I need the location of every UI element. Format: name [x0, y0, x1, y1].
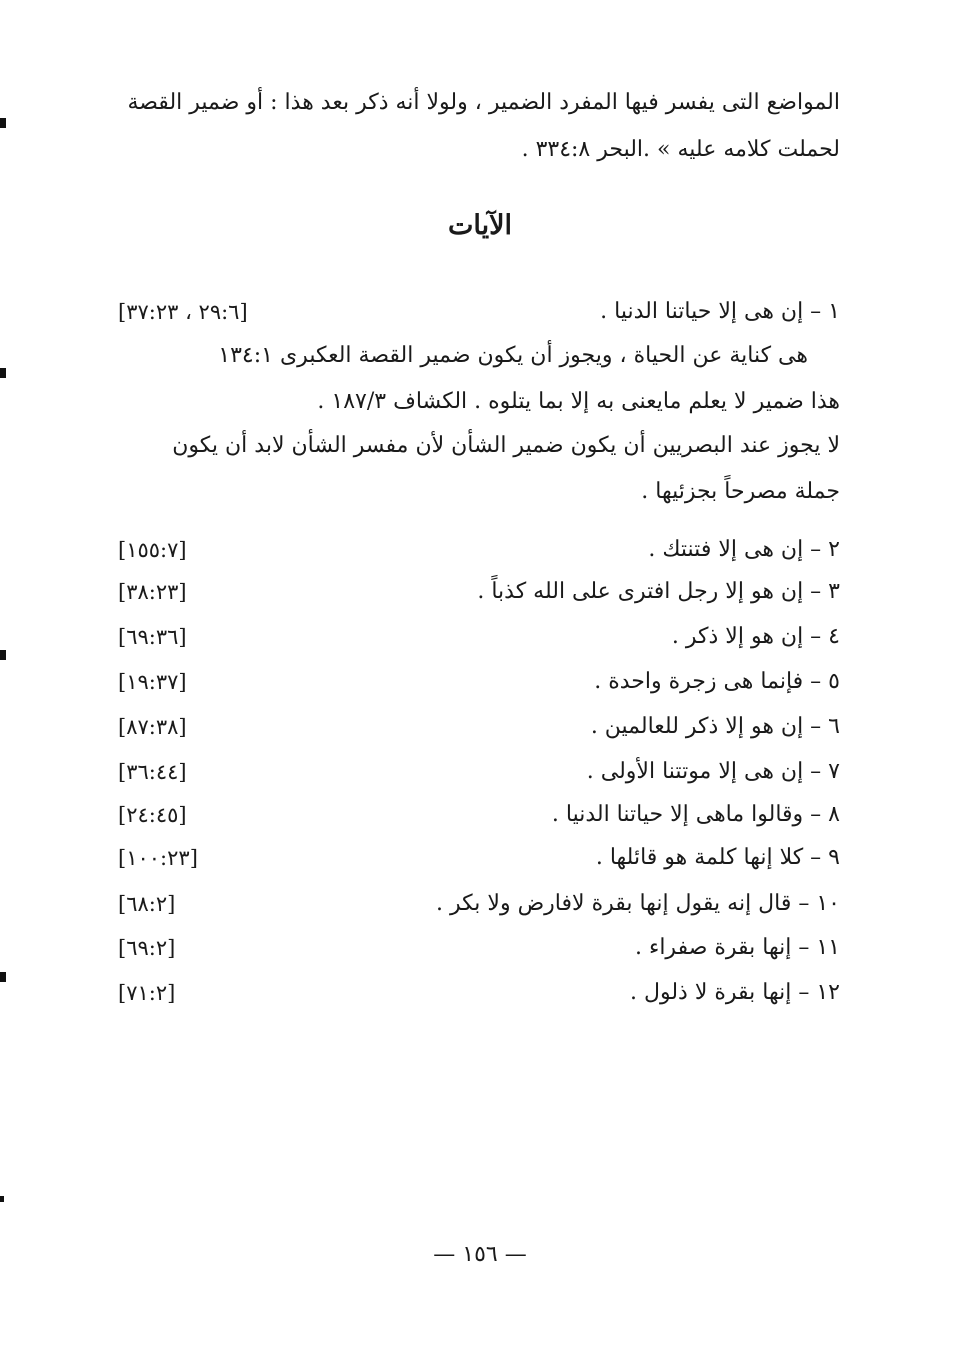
- margin-mark: [0, 972, 6, 982]
- verse-entry-12: [118, 978, 840, 1008]
- intro-line-1: المواضع التى يفسر فيها المفرد الضمير ، ولولا أنه ذكر بعد هذا : أو ضمير القصة: [127, 90, 840, 115]
- verse-text: ٢ – إن هى إلا فتنتك .: [648, 537, 840, 562]
- verse-reference: [٣٨:٢٣]: [118, 580, 187, 604]
- verse-text: ٩ – كلا إنها كلمة هو قائلها .: [595, 845, 840, 870]
- verse-entry-3: [118, 577, 840, 607]
- commentary-line-3: لا يجوز عند البصريين أن يكون ضمير الشأن لأن مفسر الشأن لابد أن يكون: [172, 433, 840, 458]
- verse-text: ٦ – إن هو إلا ذكر للعالمين .: [590, 714, 840, 739]
- verse-text: ١١ – إنها بقرة صفراء .: [634, 935, 840, 960]
- section-heading: الآيات: [447, 210, 513, 241]
- intro-line-2: لحملت كلامه عليه » .البحر ٣٣٤:٨ .: [521, 137, 840, 162]
- commentary-line-4: جملة مصرحاً بجزئيها .: [641, 479, 840, 504]
- margin-mark: [0, 368, 6, 378]
- verse-reference: [٨٧:٣٨]: [118, 715, 187, 739]
- margin-mark: [0, 118, 6, 128]
- verse-text: ٥ – فإنما هى زجرة واحدة .: [594, 669, 840, 694]
- verse-entry-2: [118, 535, 840, 565]
- verse-reference: [٦٩:٣٦]: [118, 625, 187, 649]
- verse-reference: [٣٦:٤٤]: [118, 760, 187, 784]
- page-number: — ١٥٦ —: [433, 1242, 527, 1267]
- verse-text: ١ – إن هى إلا حياتنا الدنيا .: [600, 299, 840, 324]
- verse-entry-10: [118, 889, 840, 919]
- verse-entry-6: [118, 712, 840, 742]
- verse-reference: [٧١:٢]: [118, 981, 176, 1005]
- margin-mark: [0, 1196, 4, 1202]
- verse-reference: [١٠٠:٢٣]: [118, 846, 198, 870]
- verse-reference: [٢٩:٦ ، ٣٧:٢٣]: [118, 300, 248, 324]
- verse-reference: [٦٩:٢]: [118, 936, 176, 960]
- verse-text: ٤ – إن هو إلا ذكر .: [671, 624, 840, 649]
- verse-reference: [٢٤:٤٥]: [118, 803, 187, 827]
- margin-mark: [0, 650, 6, 660]
- verse-entry-4: [118, 622, 840, 652]
- verse-reference: [١٥٥:٧]: [118, 538, 187, 562]
- verse-reference: [٦٨:٢]: [118, 892, 176, 916]
- commentary-line-1: هى كناية عن الحياة ، ويجوز أن يكون ضمير القصة العكبرى ١٣٤:١: [218, 343, 808, 368]
- verse-text: ٧ – إن هى إلا موتتنا الأولى .: [586, 759, 840, 784]
- verse-reference: [١٩:٣٧]: [118, 670, 187, 694]
- verse-entry-8: [118, 800, 840, 830]
- verse-text: ١٢ – إنها بقرة لا ذلول .: [630, 980, 840, 1005]
- verse-entry-7: [118, 757, 840, 787]
- verse-entry-11: [118, 933, 840, 963]
- verse-entry-5: [118, 667, 840, 697]
- commentary-line-2: هذا ضمير لا يعلم مايعنى به إلا بما يتلوه . الكشاف ١٨٧/٣ .: [317, 389, 840, 414]
- verse-text: ١٠ – قال إنه يقول إنها بقرة لافارض ولا بكر .: [436, 891, 840, 916]
- verse-entry-9: [118, 843, 840, 873]
- verse-text: ٨ – وقالوا ماهى إلا حياتنا الدنيا .: [551, 802, 840, 827]
- verse-entry-1: [118, 297, 840, 327]
- verse-text: ٣ – إن هو إلا رجل افترى على الله كذباً .: [477, 579, 840, 604]
